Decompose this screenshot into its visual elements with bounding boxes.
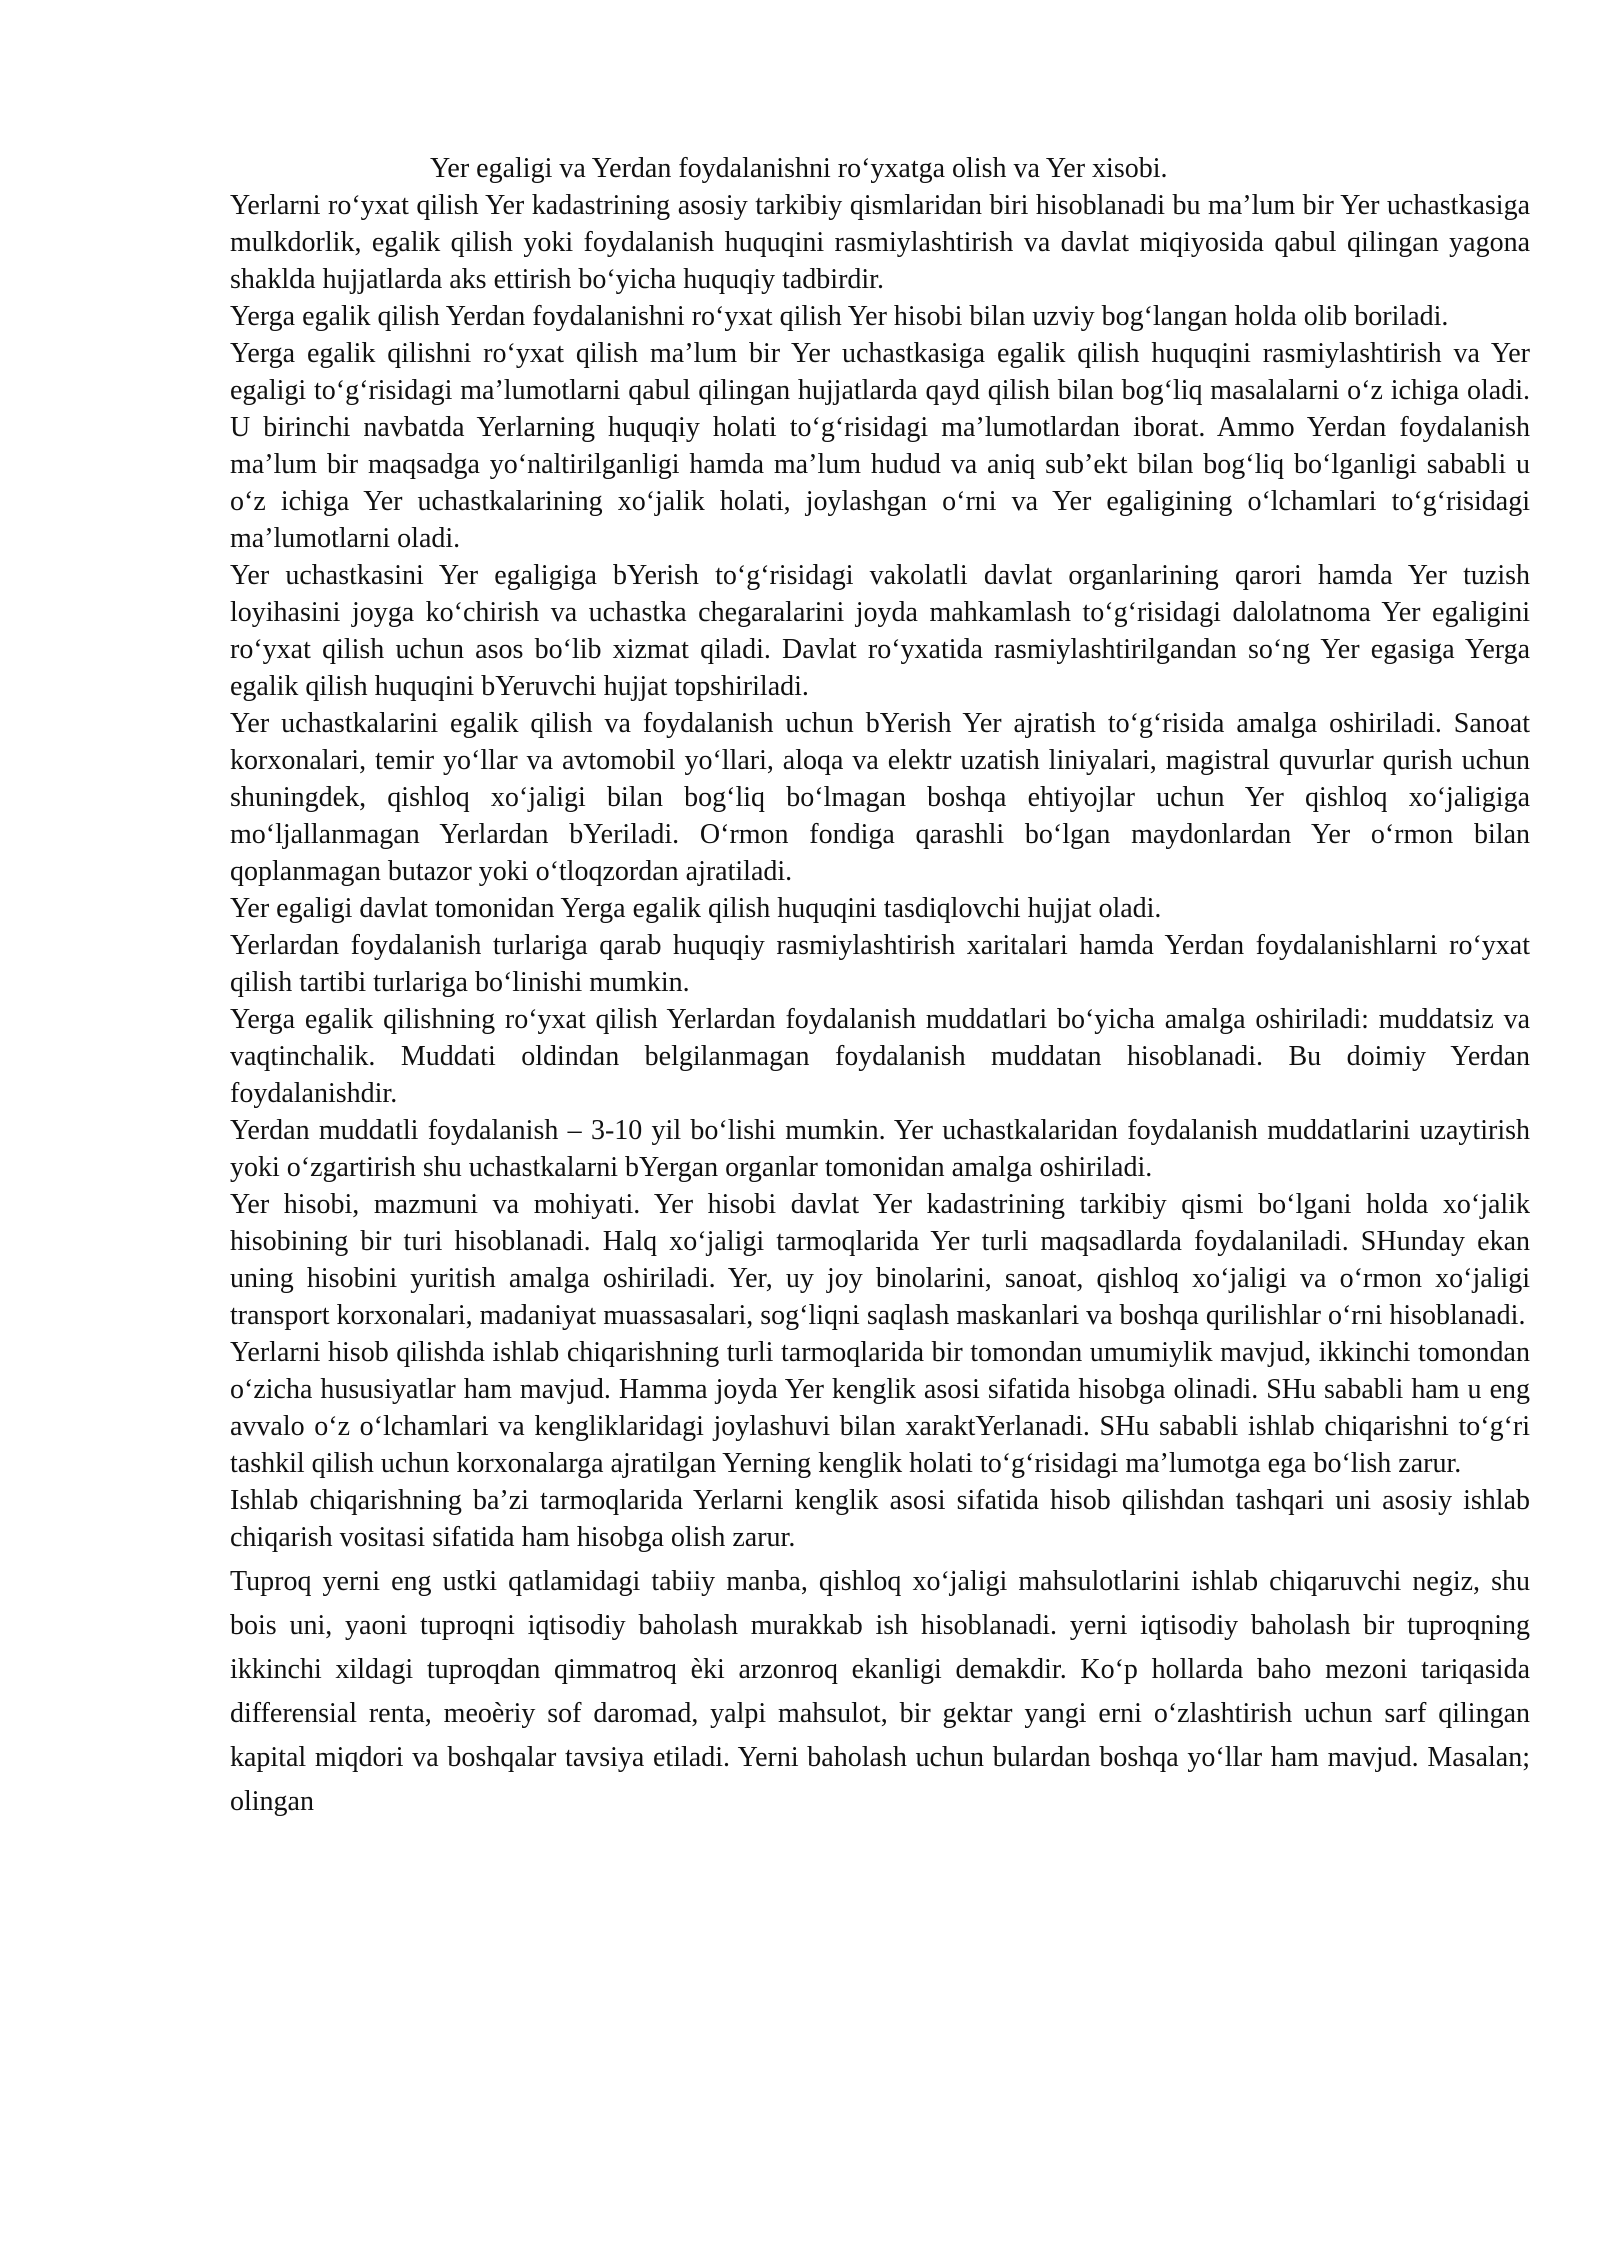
paragraph: Yer egaligi davlat tomonidan Yerga egalik qilish huquqini tasdiqlovchi hujjat oladi. bbox=[230, 893, 1162, 924]
paragraph: Yerdan muddatli foydalanish – 3-10 yil bo‘lishi mumkin. Yer uchastkalaridan foydalanish muddatlarini uzaytirish yoki o‘zgartirish shu uchastkalarni bYergan organlar tomonidan amalga oshiriladi. bbox=[230, 1115, 1530, 1183]
document-title: Yer egaligi va Yerdan foydalanishni ro‘yxatga olish va Yer xisobi. bbox=[430, 153, 1168, 184]
paragraph: Yerga egalik qilish Yerdan foydalanishni ro‘yxat qilish Yer hisobi bilan uzviy bog‘langan holda olib boriladi. bbox=[230, 301, 1449, 332]
paragraph: Yerlarni ro‘yxat qilish Yer kadastrining asosiy tarkibiy qismlaridan biri hisoblanadi bu ma’lum bir Yer uchastkasiga mulkdorlik, egalik qilish yoki foydalanish huquqini rasmiylashtirish va davlat miqiyosida qabul qilingan yagona shaklda hujjatlarda aks ettirish bo‘yicha huquqiy tadbirdir. bbox=[230, 190, 1530, 295]
document-page bbox=[230, 150, 1530, 1824]
paragraph: Yerlarni hisob qilishda ishlab chiqarishning turli tarmoqlarida bir tomondan umumiylik mavjud, ikkinchi tomondan o‘zicha hususiyatlar ham mavjud. Hamma joyda Yer kenglik asosi sifatida hisobga olinadi. SHu sababli ham u eng avvalo o‘z o‘lchamlari va kengliklaridagi joylashuvi bilan xaraktYerlanadi. SHu sababli ishlab chiqarishni to‘g‘ri tashkil qilish uchun korxonalarga ajratilgan Yerning kenglik holati to‘g‘risidagi ma’lumotga ega bo‘lish zarur. bbox=[230, 1337, 1530, 1479]
paragraph: Yerga egalik qilishning ro‘yxat qilish Yerlardan foydalanish muddatlari bo‘yicha amalga oshiriladi: muddatsiz va vaqtinchalik. Muddati oldindan belgilanmagan foydalanish muddatan hisoblanadi. Bu doimiy Yerdan foydalanishdir. bbox=[230, 1004, 1530, 1109]
paragraph: Yer hisobi, mazmuni va mohiyati. Yer hisobi davlat Yer kadastrining tarkibiy qismi bo‘lgani holda xo‘jalik hisobining bir turi hisoblanadi. Halq xo‘jaligi tarmoqlarida Yer turli maqsadlarda foydalaniladi. SHunday ekan uning hisobini yuritish amalga oshiriladi. Yer, uy joy binolarini, sanoat, qishloq xo‘jaligi va o‘rmon xo‘jaligi transport korxonalari, madaniyat muassasalari, sog‘liqni saqlash maskanlari va boshqa qurilishlar o‘rni hisoblanadi. bbox=[230, 1189, 1530, 1331]
paragraph: Yerga egalik qilishni ro‘yxat qilish ma’lum bir Yer uchastkasiga egalik qilish huquqini rasmiylashtirish va Yer egaligi to‘g‘risidagi ma’lumotlarni qabul qilingan hujjatlarda qayd qilish bilan bog‘liq masalalarni o‘z ichiga oladi. U birinchi navbatda Yerlarning huquqiy holati to‘g‘risidagi ma’lumotlardan iborat. Ammo Yerdan foydalanish ma’lum bir maqsadga yo‘naltirilganligi hamda ma’lum hudud va aniq sub’ekt bilan bog‘liq bo‘lganligi sababli u o‘z ichiga Yer uchastkalarining xo‘jalik holati, joylashgan o‘rni va Yer egaligining o‘lchamlari to‘g‘risidagi ma’lumotlarni oladi. bbox=[230, 338, 1530, 554]
paragraph-last: Tuproq yerni eng ustki qatlamidagi tabiiy manba, qishloq xo‘jaligi mahsulotlarini ishlab chiqaruvchi negiz, shu bois uni, yaoni tuproqni iqtisodiy baholash murakkab ish hisoblanadi. yerni iqtisodiy baholash bir tuproqning ikkinchi xildagi tuproqdan qimmatroq èki arzonroq ekanligi demakdir. Ko‘p hollarda baho mezoni tariqasida differensial renta, meoèriy sof daromad, yalpi mahsulot, bir gektar yangi erni o‘zlashtirish uchun sarf qilingan kapital miqdori va boshqalar tavsiya etiladi. Yerni baholash uchun bulardan boshqa yo‘llar ham mavjud. Masalan; olingan bbox=[230, 1566, 1530, 1817]
paragraph: Yer uchastkasini Yer egaligiga bYerish to‘g‘risidagi vakolatli davlat organlarining qarori hamda Yer tuzish loyihasini joyga ko‘chirish va uchastka chegaralarini joyda mahkamlash to‘g‘risidagi dalolatnoma Yer egaligini ro‘yxat qilish uchun asos bo‘lib xizmat qiladi. Davlat ro‘yxatida rasmiylashtirilgandan so‘ng Yer egasiga Yerga egalik qilish huquqini bYeruvchi hujjat topshiriladi. bbox=[230, 560, 1530, 702]
paragraph: Ishlab chiqarishning ba’zi tarmoqlarida Yerlarni kenglik asosi sifatida hisob qilishdan tashqari uni asosiy ishlab chiqarish vositasi sifatida ham hisobga olish zarur. bbox=[230, 1485, 1530, 1553]
paragraph: Yer uchastkalarini egalik qilish va foydalanish uchun bYerish Yer ajratish to‘g‘risida amalga oshiriladi. Sanoat korxonalari, temir yo‘llar va avtomobil yo‘llari, aloqa va elektr uzatish liniyalari, magistral quvurlar qurish uchun shuningdek, qishloq xo‘jaligi bilan bog‘liq bo‘lmagan boshqa ehtiyojlar uchun Yer qishloq xo‘jaligiga mo‘ljallanmagan Yerlardan bYeriladi. O‘rmon fondiga qarashli bo‘lgan maydonlardan Yer o‘rmon bilan qoplanmagan butazor yoki o‘tloqzordan ajratiladi. bbox=[230, 708, 1530, 887]
paragraph: Yerlardan foydalanish turlariga qarab huquqiy rasmiylashtirish xaritalari hamda Yerdan foydalanishlarni ro‘yxat qilish tartibi turlariga bo‘linishi mumkin. bbox=[230, 930, 1530, 998]
